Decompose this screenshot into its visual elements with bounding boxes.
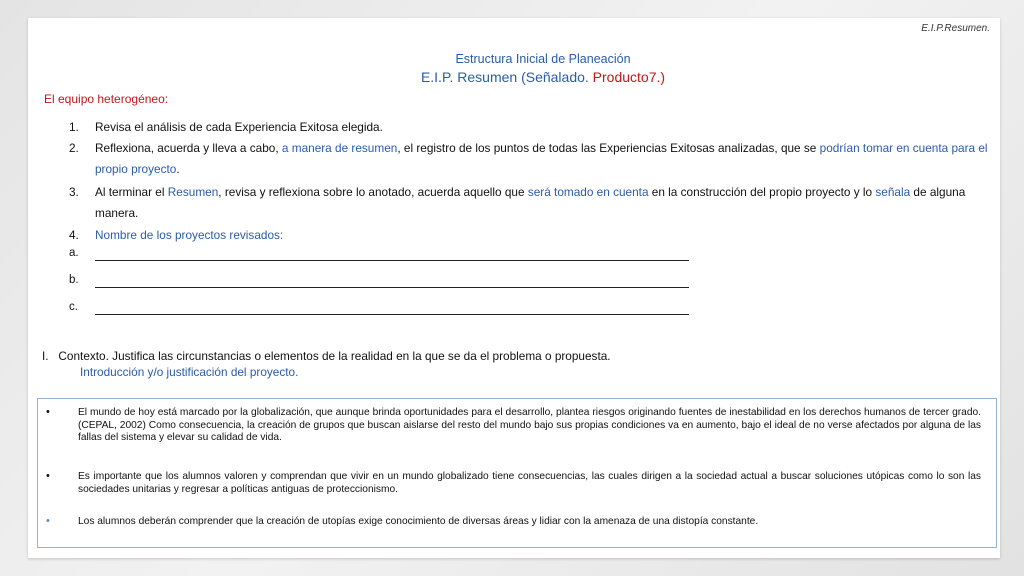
step-segment-highlight: a manera de resumen: [281, 141, 398, 155]
step-number: 1.: [69, 120, 79, 134]
document-title: Estructura Inicial de Planeación: [455, 52, 631, 66]
context-section: [42, 348, 992, 380]
team-heading: El equipo heterogéneo:: [44, 92, 169, 106]
blank-line-c[interactable]: [69, 301, 689, 317]
step-segment-highlight: Resumen: [167, 185, 219, 199]
step-segment-highlight: Nombre de los proyectos revisados:: [95, 228, 284, 242]
step-segment: de alguna manera.: [95, 185, 966, 220]
step-segment: , revisa y reflexiona sobre lo anotado, acuerda aquello que: [218, 185, 528, 199]
step-text: [95, 225, 994, 246]
step-segment: en la construcción del propio proyecto y lo: [648, 185, 876, 199]
step-text: [95, 117, 994, 138]
context-subheading: Introducción y/o justificación del proyecto.: [80, 365, 299, 379]
bullet-dot-icon: •: [46, 406, 50, 418]
justification-box: [37, 398, 997, 548]
bullet-dot-icon: •: [46, 470, 50, 482]
context-numeral: I.: [42, 349, 49, 363]
document-subtitle: [28, 69, 1024, 85]
step-segment: Al terminar el: [95, 185, 168, 199]
step-segment-highlight: señala: [875, 185, 911, 199]
blank-line-label: a.: [69, 247, 79, 259]
bullet-dot-icon: •: [46, 515, 50, 527]
step-segment: , el registro de los puntos de todas las Experiencias Exitosas analizadas, que se: [397, 141, 820, 155]
context-description: Justifica las circunstancias o elementos de la realidad en la que se da el problema o propuesta.: [108, 349, 611, 363]
step-text: [95, 138, 994, 180]
blank-line-rule: [95, 314, 689, 315]
step-segment: .: [176, 162, 180, 176]
step-segment: Revisa el análisis de cada Experiencia Exitosa elegida.: [95, 120, 383, 134]
step-number: 2.: [69, 141, 79, 155]
step-segment: Reflexiona, acuerda y lleva a cabo,: [95, 141, 282, 155]
blank-line-label: b.: [69, 274, 79, 286]
blank-line-rule: [95, 287, 689, 288]
blank-line-b[interactable]: [69, 274, 689, 290]
step-segment-highlight: podrían tomar en cuenta para el propio proyecto: [95, 141, 988, 176]
blank-line-label: c.: [69, 301, 78, 313]
step-number: 3.: [69, 185, 79, 199]
blank-line-rule: [95, 260, 689, 261]
bullet-text: Es importante que los alumnos valoren y comprendan que vivir en un mundo globalizado tiene consecuencias, las cuales dirigen a la sociedad actual a buscar soluciones utópicas como lo son las sociedades unitarias y regresar a políticas antiguas de proteccionismo.: [78, 471, 981, 495]
blank-line-a[interactable]: [69, 247, 689, 263]
subtitle-main: E.I.P. Resumen (Señalado.: [420, 69, 593, 85]
header-tag: E.I.P.Resumen.: [921, 23, 990, 34]
step-number: 4.: [69, 228, 79, 242]
subtitle-product: Producto7.): [592, 69, 666, 85]
document-page: [28, 18, 1000, 558]
context-heading: Contexto.: [58, 349, 109, 363]
context-line: [42, 348, 992, 364]
bullet-text: Los alumnos deberán comprender que la creación de utopías exige conocimiento de diversas áreas y lidiar con la amenaza de una distopía constante.: [78, 516, 759, 527]
bullet-text: El mundo de hoy está marcado por la globalización, que aunque brinda oportunidades para el desarrollo, plantea riesgos originando fuentes de inestabilidad en los derechos humanos de tercer grado. (CEPAL, 2002) Como consecuencia, la creación de grupos que buscan aislarse del resto del mundo bajo sus propias condiciones va en aumento, bajo el ideal de no verse afectados por alguna de las fallas del sistema y elevar su calidad de vida.: [78, 407, 981, 443]
step-text: [95, 182, 994, 224]
step-segment-highlight: será tomado en cuenta: [527, 185, 649, 199]
